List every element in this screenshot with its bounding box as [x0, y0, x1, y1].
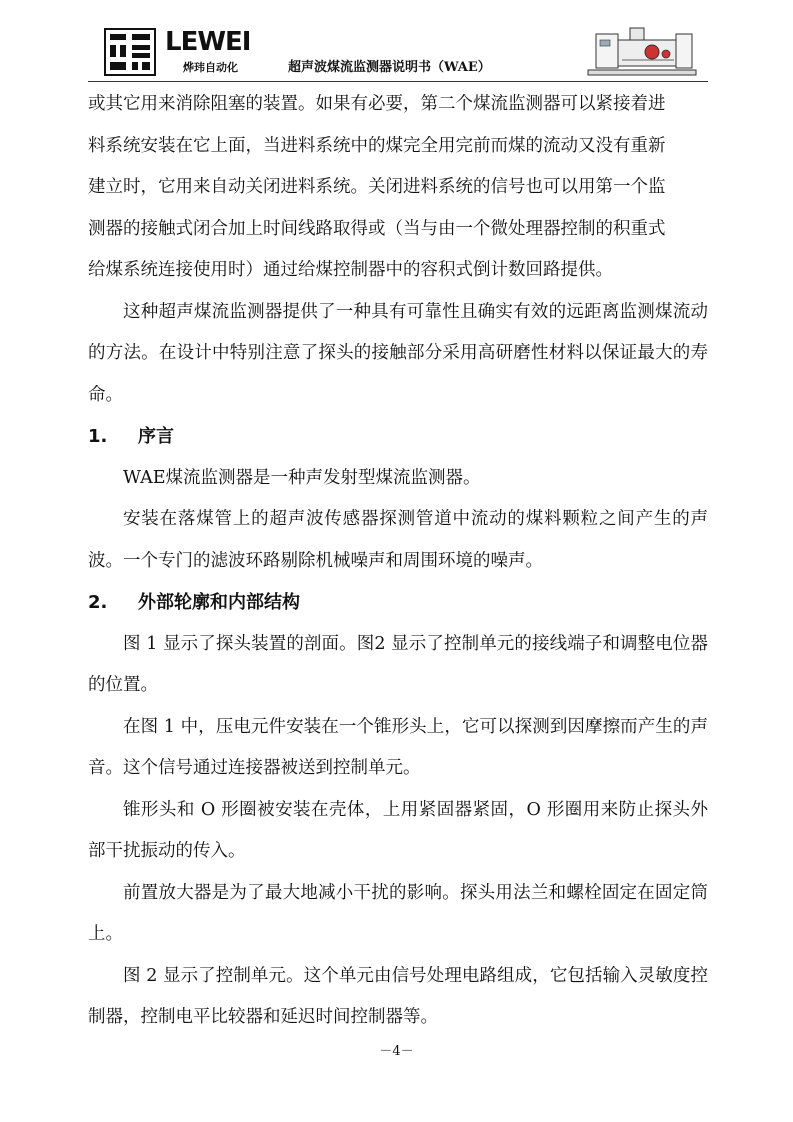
paragraph: WAE煤流监测器是一种声发射型煤流监测器。 — [123, 467, 481, 488]
paragraph: 锥形头和 O 形圈被安装在壳体，上用紧固器紧固，O 形圈用来防止探头外部干扰振动的传入。 — [88, 799, 708, 861]
section-heading-1 — [88, 416, 708, 458]
section-number: 2. — [88, 592, 108, 613]
document-title: 超声波煤流监测器说明书（WAE） — [288, 60, 491, 75]
paragraph: 在图 1 中，压电元件安装在一个锥形头上，它可以探测到因摩擦而产生的声音。这个信号通过连接器被送到控制单元。 — [88, 716, 708, 778]
brand-name: LEWEI — [165, 27, 251, 57]
brand-subtitle: 烨玮自动化 — [183, 61, 238, 74]
paragraph: 安装在落煤管上的超声波传感器探测管道中流动的煤料颗粒之间产生的声波。一个专门的滤波环路剔除机械噪声和周围环境的噪声。 — [88, 509, 708, 571]
page-header — [0, 0, 793, 82]
paragraph: 图 1 显示了探头装置的剖面。图2 显示了控制单元的接线端子和调整电位器的位置。 — [88, 633, 708, 695]
header-divider — [88, 81, 708, 82]
section-number: 1. — [88, 426, 108, 447]
section-title: 外部轮廓和内部结构 — [138, 592, 300, 613]
text-line: 给煤系统连接使用时）通过给煤控制器中的容积式倒计数回路提供。 — [88, 260, 613, 280]
paragraph-continued — [88, 84, 708, 292]
company-logo-icon — [104, 28, 156, 76]
page-number: －4－ — [379, 1044, 414, 1059]
text-line: 测器的接触式闭合加上时间线路取得或（当与由一个微处理器控制的积重式 — [88, 218, 666, 239]
document-body — [88, 84, 708, 1039]
text-line: 或其它用来消除阻塞的装置。如果有必要，第二个煤流监测器可以紧接着进 — [88, 94, 666, 114]
paragraph: 图 2 显示了控制单元。这个单元由信号处理电路组成，它包括输入灵敏度控制器，控制电平比较器和延迟时间控制器等。 — [88, 965, 708, 1027]
paragraph: 这种超声煤流监测器提供了一种具有可靠性且确实有效的远距离监测煤流动的方法。在设计中特别注意了探头的接触部分采用高研磨性材料以保证最大的寿命。 — [88, 301, 708, 405]
coal-feeder-machine-icon — [586, 24, 698, 78]
section-heading-2 — [88, 582, 708, 624]
section-title: 序言 — [138, 426, 174, 447]
paragraph: 前置放大器是为了最大地减小干扰的影响。探头用法兰和螺栓固定在固定筒上。 — [88, 882, 708, 944]
text-line: 建立时，它用来自动关闭进料系统。关闭进料系统的信号也可以用第一个监 — [88, 177, 666, 197]
brand — [165, 28, 261, 76]
text-line: 料系统安装在它上面，当进料系统中的煤完全用完前而煤的流动又没有重新 — [88, 135, 666, 156]
